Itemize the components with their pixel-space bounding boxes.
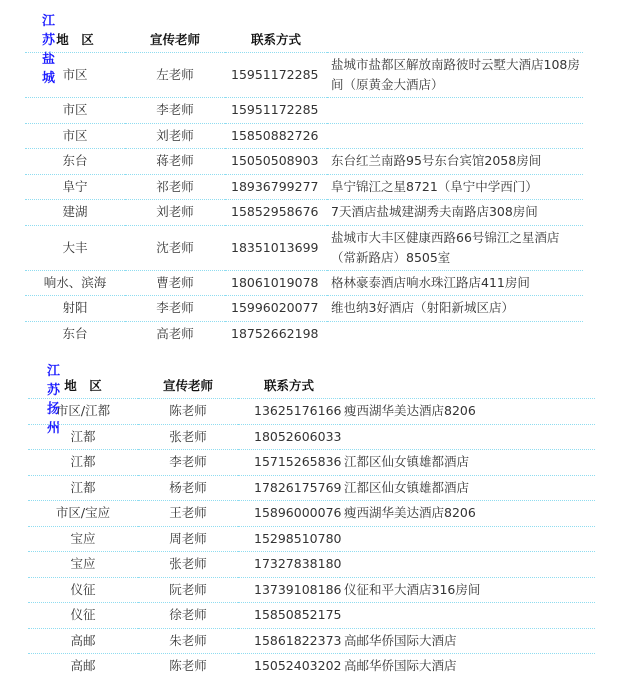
cell-region: 仪征 xyxy=(28,577,138,603)
cell-teacher: 李老师 xyxy=(125,98,225,124)
cell-teacher: 周老师 xyxy=(138,526,238,552)
cell-teacher: 张老师 xyxy=(138,424,238,450)
cell-region: 江都 xyxy=(28,424,138,450)
cell-address: 7天酒店盐城建湖秀夫南路店308房间 xyxy=(327,200,583,226)
cell-phone: 15896000076 xyxy=(238,501,340,527)
cell-teacher: 陈老师 xyxy=(138,654,238,679)
table-row xyxy=(28,552,595,578)
cell-phone: 17826175769 xyxy=(238,475,340,501)
table-row xyxy=(25,123,583,149)
cell-phone: 15951172285 xyxy=(225,53,327,98)
table-row xyxy=(25,174,583,200)
header-phone: 联系方式 xyxy=(250,32,301,47)
cell-region: 市区 xyxy=(25,53,125,98)
cell-address: 江都区仙女镇雄都酒店 xyxy=(340,475,595,501)
table-row xyxy=(25,296,583,322)
cell-address xyxy=(327,123,583,149)
cell-phone: 15861822373 xyxy=(238,628,340,654)
table-row xyxy=(28,450,595,476)
cell-address: 仪征和平大酒店316房间 xyxy=(340,577,595,603)
table-row xyxy=(28,628,595,654)
table-row xyxy=(25,98,583,124)
cell-teacher: 蒋老师 xyxy=(125,149,225,175)
cell-address xyxy=(340,526,595,552)
cell-address: 维也纳3好酒店（射阳新城区店） xyxy=(327,296,583,322)
cell-phone: 18752662198 xyxy=(225,321,327,346)
cell-phone: 15715265836 xyxy=(238,450,340,476)
cell-teacher: 祁老师 xyxy=(125,174,225,200)
contact-table xyxy=(28,372,595,679)
cell-region: 高邮 xyxy=(28,654,138,679)
cell-phone: 15850882726 xyxy=(225,123,327,149)
header-phone: 联系方式 xyxy=(263,378,314,393)
table-row xyxy=(25,149,583,175)
cell-phone: 15050508903 xyxy=(225,149,327,175)
cell-region: 市区 xyxy=(25,98,125,124)
cell-address xyxy=(327,98,583,124)
cell-region: 阜宁 xyxy=(25,174,125,200)
cell-phone: 18061019078 xyxy=(225,270,327,296)
cell-address: 盐城市大丰区健康西路66号锦江之星酒店（常新路店）8505室 xyxy=(327,225,583,270)
cell-teacher: 高老师 xyxy=(125,321,225,346)
cell-teacher: 李老师 xyxy=(125,296,225,322)
cell-region: 东台 xyxy=(25,149,125,175)
cell-phone: 18936799277 xyxy=(225,174,327,200)
header-region: 地 区 xyxy=(56,32,94,47)
cell-address: 阜宁锦江之星8721（阜宁中学西门） xyxy=(327,174,583,200)
cell-address: 格林豪泰酒店响水珠江路店411房间 xyxy=(327,270,583,296)
cell-phone: 15850852175 xyxy=(238,603,340,629)
header-teacher: 宣传老师 xyxy=(149,32,200,47)
cell-teacher: 陈老师 xyxy=(138,399,238,425)
cell-address xyxy=(340,552,595,578)
cell-phone: 13739108186 xyxy=(238,577,340,603)
cell-teacher: 朱老师 xyxy=(138,628,238,654)
table-row xyxy=(28,399,595,425)
cell-teacher: 左老师 xyxy=(125,53,225,98)
section-title: 江苏 盐城 xyxy=(42,14,56,86)
cell-region: 宝应 xyxy=(28,552,138,578)
header-region: 地 区 xyxy=(64,378,102,393)
cell-address: 高邮华侨国际大酒店 xyxy=(340,654,595,679)
table-row xyxy=(25,200,583,226)
cell-region: 市区 xyxy=(25,123,125,149)
cell-phone: 18351013699 xyxy=(225,225,327,270)
cell-teacher: 刘老师 xyxy=(125,123,225,149)
contact-table xyxy=(25,26,583,346)
cell-region: 江都 xyxy=(28,450,138,476)
cell-teacher: 阮老师 xyxy=(138,577,238,603)
cell-phone: 18052606033 xyxy=(238,424,340,450)
cell-teacher: 曹老师 xyxy=(125,270,225,296)
table-row xyxy=(25,225,583,270)
cell-region: 江都 xyxy=(28,475,138,501)
cell-region: 响水、滨海 xyxy=(25,270,125,296)
cell-teacher: 王老师 xyxy=(138,501,238,527)
cell-teacher: 沈老师 xyxy=(125,225,225,270)
header-address xyxy=(327,26,583,53)
table-row xyxy=(28,654,595,679)
table-row xyxy=(28,424,595,450)
cell-region: 建湖 xyxy=(25,200,125,226)
table-row xyxy=(25,321,583,346)
cell-address: 东台红兰南路95号东台宾馆2058房间 xyxy=(327,149,583,175)
cell-address: 瘦西湖华美达酒店8206 xyxy=(340,399,595,425)
cell-phone: 13625176166 xyxy=(238,399,340,425)
cell-region: 射阳 xyxy=(25,296,125,322)
cell-phone: 15996020077 xyxy=(225,296,327,322)
table-row xyxy=(28,577,595,603)
cell-region: 市区/江都 xyxy=(28,399,138,425)
cell-phone: 17327838180 xyxy=(238,552,340,578)
cell-region: 高邮 xyxy=(28,628,138,654)
cell-region: 宝应 xyxy=(28,526,138,552)
cell-address xyxy=(340,424,595,450)
cell-teacher: 杨老师 xyxy=(138,475,238,501)
table-row xyxy=(28,526,595,552)
table-header xyxy=(25,26,583,53)
cell-teacher: 徐老师 xyxy=(138,603,238,629)
cell-address: 高邮华侨国际大酒店 xyxy=(340,628,595,654)
cell-teacher: 张老师 xyxy=(138,552,238,578)
cell-phone: 15852958676 xyxy=(225,200,327,226)
cell-address xyxy=(340,603,595,629)
cell-teacher: 李老师 xyxy=(138,450,238,476)
section-title: 江苏 扬州 xyxy=(47,364,61,436)
table-row xyxy=(25,270,583,296)
table-row xyxy=(28,603,595,629)
header-address xyxy=(340,372,595,399)
cell-region: 大丰 xyxy=(25,225,125,270)
cell-teacher: 刘老师 xyxy=(125,200,225,226)
cell-phone: 15052403202 xyxy=(238,654,340,679)
table-header xyxy=(28,372,595,399)
header-teacher: 宣传老师 xyxy=(162,378,213,393)
table-row xyxy=(28,475,595,501)
cell-phone: 15951172285 xyxy=(225,98,327,124)
table-row xyxy=(25,53,583,98)
cell-region: 仪征 xyxy=(28,603,138,629)
cell-phone: 15298510780 xyxy=(238,526,340,552)
cell-address: 盐城市盐都区解放南路彼时云墅大酒店108房间（原黄金大酒店） xyxy=(327,53,583,98)
cell-address: 江都区仙女镇雄都酒店 xyxy=(340,450,595,476)
cell-address: 瘦西湖华美达酒店8206 xyxy=(340,501,595,527)
table-row xyxy=(28,501,595,527)
cell-region: 市区/宝应 xyxy=(28,501,138,527)
cell-address xyxy=(327,321,583,346)
cell-region: 东台 xyxy=(25,321,125,346)
